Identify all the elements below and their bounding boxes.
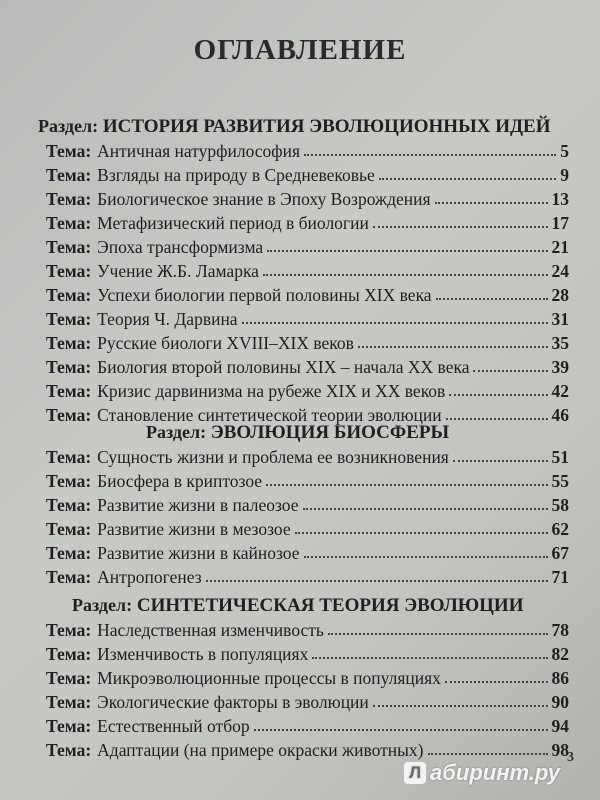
- toc-entry: [46, 565, 569, 589]
- section-heading: [0, 420, 600, 445]
- dot-leader: [449, 393, 547, 396]
- entry-prefix: Тема:: [46, 405, 92, 425]
- entry-prefix: Тема:: [46, 644, 92, 664]
- dot-leader: [328, 632, 548, 635]
- toc-list: [0, 139, 569, 427]
- entry-title: Развитие жизни в палеозое: [97, 495, 299, 515]
- entry-prefix: Тема:: [46, 237, 92, 257]
- toc-entry: [46, 493, 569, 517]
- toc-entry: [46, 139, 569, 163]
- entry-prefix: Тема:: [46, 141, 92, 161]
- toc-entry: [46, 738, 569, 762]
- toc-entry: [46, 666, 569, 690]
- dot-leader: [379, 177, 556, 180]
- dot-leader: [206, 579, 548, 582]
- entry-title: Кризис дарвинизма на рубеже XIX и XX веков: [97, 381, 446, 401]
- entry-prefix: Тема:: [46, 543, 92, 563]
- toc-entry: [46, 445, 569, 469]
- entry-prefix: Тема:: [46, 495, 92, 515]
- entry-prefix: Тема:: [46, 309, 92, 329]
- entry-page-number: 5: [560, 141, 569, 161]
- entry-page-number: 42: [551, 381, 569, 401]
- entry-page-number: 98: [551, 740, 569, 760]
- entry-title: Успехи биологии первой половины XIX века: [97, 285, 432, 305]
- entry-page-number: 78: [551, 620, 569, 640]
- dot-leader: [435, 201, 548, 204]
- entry-prefix: Тема:: [46, 357, 92, 377]
- entry-page-number: 31: [551, 309, 569, 329]
- toc-entry: [46, 714, 569, 738]
- entry-page-number: 17: [551, 213, 569, 233]
- dot-leader: [263, 273, 548, 276]
- entry-page-number: 71: [551, 567, 569, 587]
- entry-prefix: Тема:: [46, 471, 92, 491]
- entry-title: Учение Ж.Б. Ламарка: [97, 261, 259, 281]
- section-synthetic-theory: [0, 593, 600, 762]
- watermark-text: абиринт.ру: [430, 760, 560, 785]
- entry-prefix: Тема:: [46, 333, 92, 353]
- entry-page-number: 35: [551, 333, 569, 353]
- entry-page-number: 62: [551, 519, 569, 539]
- labirint-watermark: [404, 760, 560, 786]
- entry-page-number: 24: [551, 261, 569, 281]
- entry-prefix: Тема:: [46, 567, 92, 587]
- entry-page-number: 94: [551, 716, 569, 736]
- entry-title: Биологическое знание в Эпоху Возрождения: [97, 189, 431, 209]
- entry-title: Адаптации (на примере окраски животных): [97, 740, 424, 760]
- dot-leader: [373, 225, 548, 228]
- toc-entry: [46, 355, 569, 379]
- entry-prefix: Тема:: [46, 740, 92, 760]
- dot-leader: [373, 704, 548, 707]
- toc-entry: [46, 283, 569, 307]
- dot-leader: [445, 680, 548, 683]
- entry-prefix: Тема:: [46, 189, 92, 209]
- labirint-logo-icon: Л: [404, 762, 426, 784]
- entry-page-number: 82: [551, 644, 569, 664]
- entry-title: Экологические факторы в эволюции: [97, 692, 369, 712]
- entry-title: Биосфера в криптозое: [97, 471, 263, 491]
- entry-page-number: 28: [551, 285, 569, 305]
- entry-page-number: 13: [551, 189, 569, 209]
- dot-leader: [295, 531, 548, 534]
- toc-entry: [46, 379, 569, 403]
- section-title: СИНТЕТИЧЕСКАЯ ТЕОРИЯ ЭВОЛЮЦИИ: [136, 595, 524, 616]
- entry-title: Взгляды на природу в Средневековье: [97, 165, 375, 185]
- entry-title: Микроэволюционные процессы в популяциях: [97, 668, 441, 688]
- toc-entry: [46, 618, 569, 642]
- entry-prefix: Тема:: [46, 620, 92, 640]
- toc-list: [0, 445, 569, 589]
- section-label: Раздел:: [38, 116, 99, 136]
- dot-leader: [254, 728, 548, 731]
- toc-entry: [46, 187, 569, 211]
- dot-leader: [304, 153, 556, 156]
- toc-entry: [46, 163, 569, 187]
- entry-page-number: 39: [551, 357, 569, 377]
- entry-prefix: Тема:: [46, 716, 92, 736]
- dot-leader: [304, 555, 548, 558]
- section-history: [0, 114, 600, 427]
- toc-entry: [46, 331, 569, 355]
- dot-leader: [358, 345, 548, 348]
- dot-leader: [303, 507, 548, 510]
- entry-title: Наследственная изменчивость: [97, 620, 324, 640]
- entry-title: Античная натурфилософия: [97, 141, 301, 161]
- section-heading: [0, 593, 600, 618]
- toc-entry: [46, 307, 569, 331]
- entry-title: Развитие жизни в кайнозое: [97, 543, 300, 563]
- dot-leader: [312, 656, 547, 659]
- entry-prefix: Тема:: [46, 692, 92, 712]
- entry-page-number: 51: [551, 447, 569, 467]
- entry-page-number: 55: [551, 471, 569, 491]
- entry-page-number: 9: [560, 165, 569, 185]
- entry-prefix: Тема:: [46, 447, 92, 467]
- entry-title: Становление синтетической теории эволюции: [97, 405, 442, 425]
- entry-title: Биология второй половины XIX – начала XX века: [97, 357, 470, 377]
- dot-leader: [436, 297, 548, 300]
- entry-title: Теория Ч. Дарвина: [97, 309, 238, 329]
- entry-prefix: Тема:: [46, 668, 92, 688]
- entry-title: Русские биологи XVIII–XIX веков: [97, 333, 354, 353]
- entry-title: Антропогенез: [97, 567, 202, 587]
- entry-page-number: 46: [551, 405, 569, 425]
- entry-prefix: Тема:: [46, 165, 92, 185]
- entry-title: Сущность жизни и проблема ее возникновения: [97, 447, 449, 467]
- entry-prefix: Тема:: [46, 213, 92, 233]
- dot-leader: [453, 459, 548, 462]
- dot-leader: [428, 752, 548, 755]
- dot-leader: [267, 249, 547, 252]
- entry-page-number: 58: [551, 495, 569, 515]
- toc-entry: [46, 642, 569, 666]
- entry-prefix: Тема:: [46, 285, 92, 305]
- section-heading: [0, 114, 600, 139]
- toc-entry: [46, 235, 569, 259]
- page-title: ОГЛАВЛЕНИЕ: [193, 34, 407, 66]
- entry-title: Метафизический период в биологии: [97, 213, 369, 233]
- dot-leader: [242, 321, 548, 324]
- entry-prefix: Тема:: [46, 261, 92, 281]
- section-biosphere: [0, 420, 600, 589]
- entry-title: Изменчивость в популяциях: [97, 644, 309, 664]
- toc-entry: [46, 469, 569, 493]
- dot-leader: [473, 369, 547, 372]
- entry-page-number: 90: [551, 692, 569, 712]
- entry-page-number: 67: [551, 543, 569, 563]
- toc-entry: [46, 259, 569, 283]
- entry-title: Развитие жизни в мезозое: [97, 519, 291, 539]
- toc-entry: [46, 517, 569, 541]
- toc-entry: [46, 211, 569, 235]
- entry-page-number: 21: [551, 237, 569, 257]
- entry-prefix: Тема:: [46, 381, 92, 401]
- page-number: 3: [567, 750, 574, 765]
- entry-title: Эпоха трансформизма: [97, 237, 264, 257]
- toc-list: [0, 618, 569, 762]
- toc-entry: [46, 541, 569, 565]
- toc-entry: [46, 690, 569, 714]
- dot-leader: [266, 483, 547, 486]
- section-label: Раздел:: [146, 422, 207, 442]
- section-label: Раздел:: [72, 595, 133, 615]
- section-title: ЭВОЛЮЦИЯ БИОСФЕРЫ: [210, 422, 450, 443]
- entry-prefix: Тема:: [46, 519, 92, 539]
- entry-title: Естественный отбор: [97, 716, 250, 736]
- section-title: ИСТОРИЯ РАЗВИТИЯ ЭВОЛЮЦИОННЫХ ИДЕЙ: [102, 116, 551, 137]
- entry-page-number: 86: [551, 668, 569, 688]
